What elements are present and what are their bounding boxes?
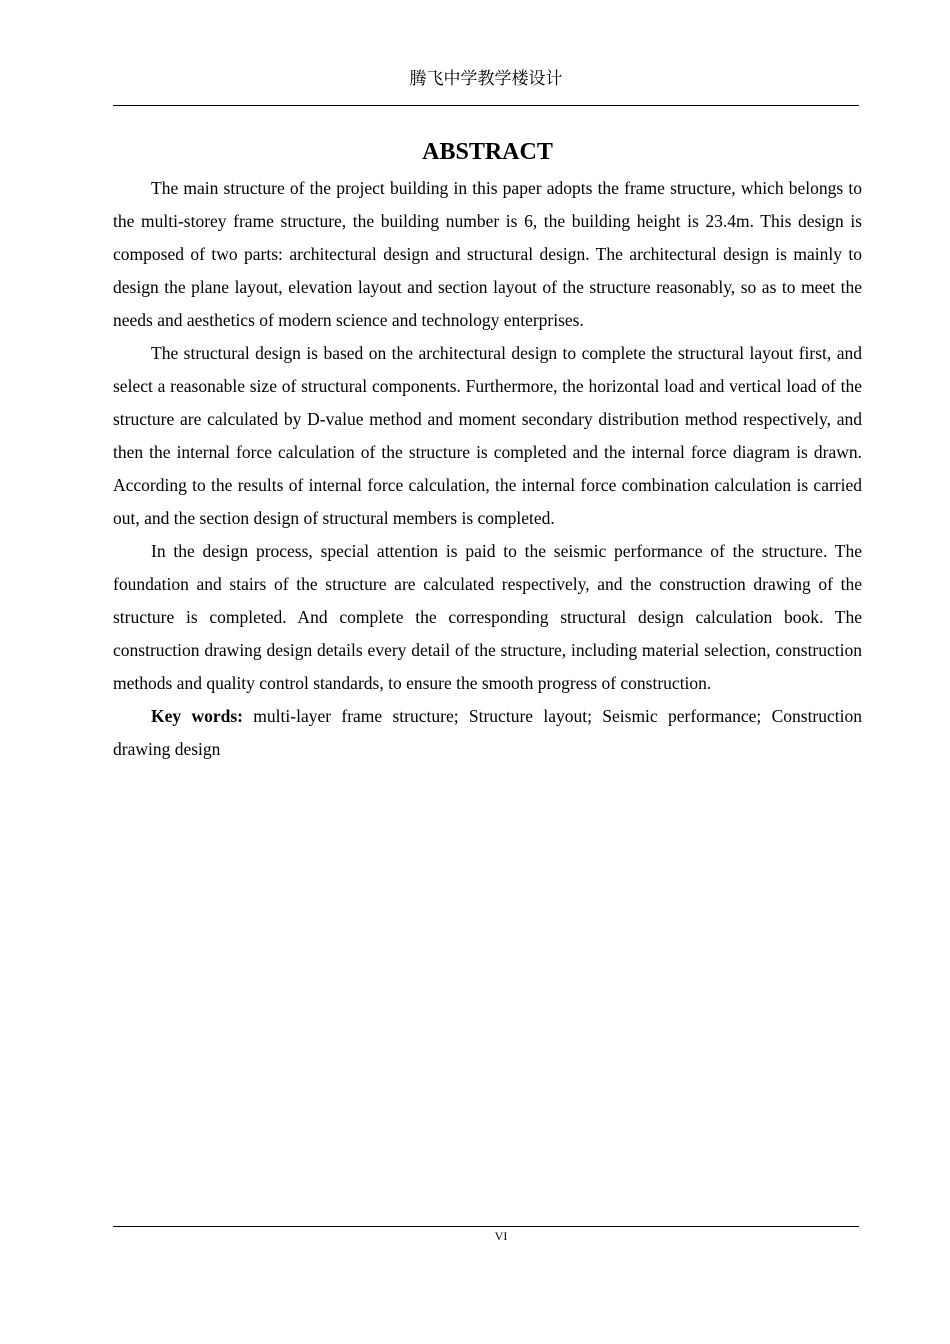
keywords-text: multi-layer frame structure; Structure layout; Seismic performance; Construction drawing design: [113, 706, 863, 759]
keywords-label: Key words:: [151, 706, 243, 726]
abstract-paragraph-3: In the design process, special attention is paid to the seismic performance of the structure. The foundation and stairs of the structure are calculated respectively, and the construction drawing of the structure is completed. And complete the corresponding structural design calculation book. The construction drawing design details every detail of the structure, including material selection, construction methods and quality control standards, to ensure the smooth progress of construction.: [113, 541, 862, 693]
abstract-paragraph-1: The main structure of the project building in this paper adopts the frame structure, which belongs to the multi-storey frame structure, the building number is 6, the building height is 23.4m. This design is composed of two parts: architectural design and structural design. The architectural design is mainly to design the plane layout, elevation layout and section layout of the structure reasonably, so as to meet the needs and aesthetics of modern science and technology enterprises.: [113, 178, 862, 330]
page-number: VI: [494, 1229, 508, 1243]
abstract-heading: ABSTRACT: [422, 139, 553, 165]
keywords-paragraph: [113, 700, 862, 766]
footer-divider: [113, 1226, 859, 1227]
abstract-paragraph-2: The structural design is based on the architectural design to complete the structural layout first, and select a reasonable size of structural components. Furthermore, the horizontal load and vertical load of the structure are calculated by D-value method and moment secondary distribution method respectively, and then the internal force calculation of the structure is completed and the internal force diagram is drawn. According to the results of internal force calculation, the internal force combination calculation is carried out, and the section design of structural members is completed.: [113, 343, 862, 528]
running-header: 腾飞中学教学楼设计: [409, 69, 563, 89]
header-divider: [113, 105, 859, 106]
abstract-section: [113, 132, 862, 766]
